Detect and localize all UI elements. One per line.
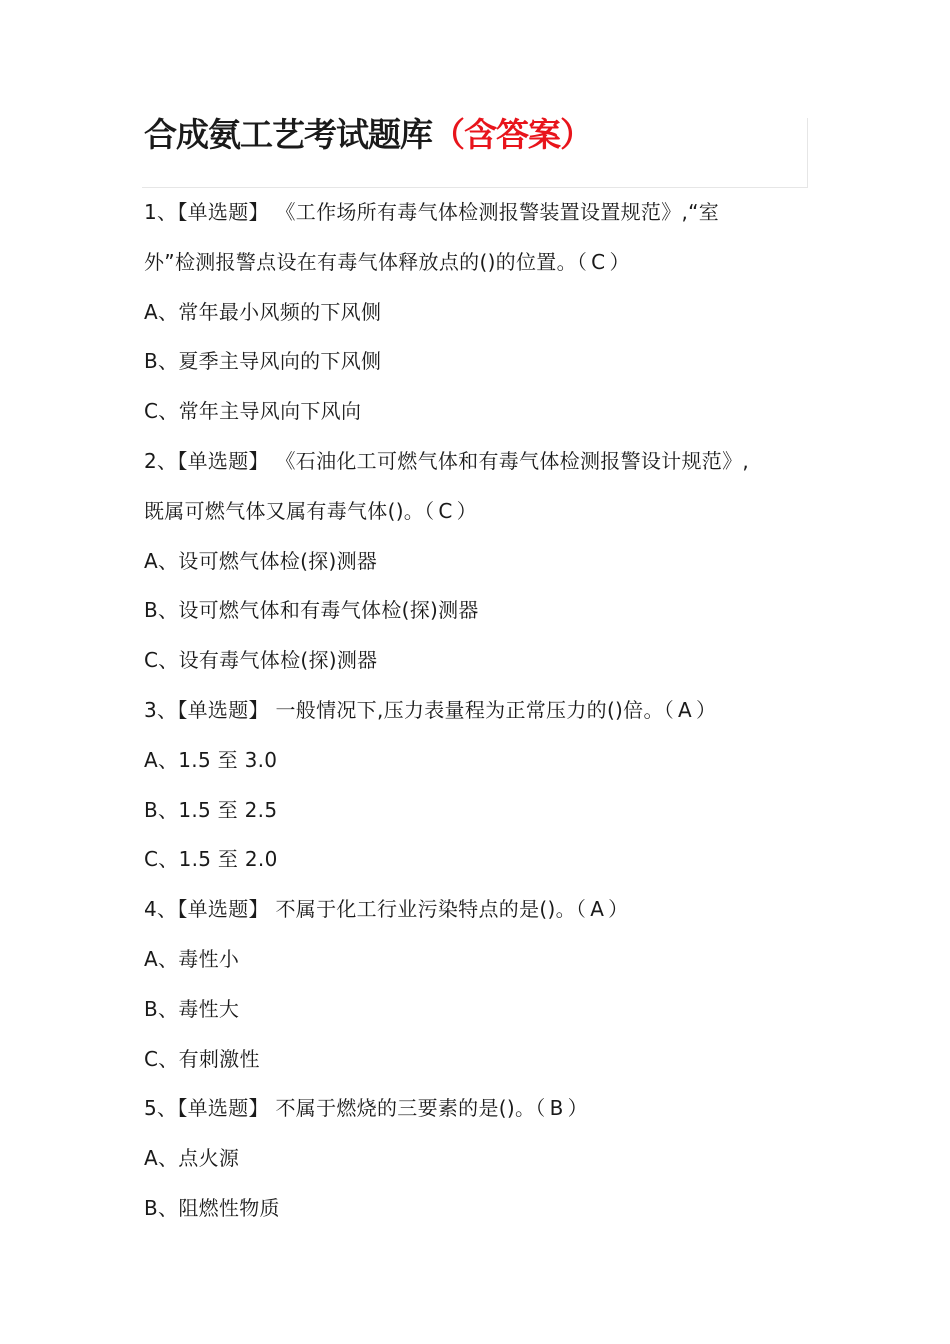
question-4-line xyxy=(144,885,814,935)
question-3-option-b: B、1.5 至 2.5 xyxy=(144,797,278,822)
question-5-close: ） xyxy=(567,1096,588,1121)
page-title xyxy=(144,112,592,158)
question-4-answer: A xyxy=(590,897,605,922)
question-list xyxy=(144,188,814,1234)
question-2-option-b: B、设可燃气体和有毒气体检(探)测器 xyxy=(144,598,479,623)
question-4-close: ） xyxy=(608,897,629,922)
question-2-line-2 xyxy=(144,487,814,537)
question-5-answer: B xyxy=(549,1096,564,1121)
question-4-option-a: A、毒性小 xyxy=(144,946,240,971)
title-suffix: （含答案） xyxy=(432,115,592,154)
question-1-text: 外”检测报警点设在有毒气体释放点的()的位置。（ xyxy=(144,249,588,274)
question-2-text: 既属可燃气体又属有毒气体()。（ xyxy=(144,498,435,523)
question-1-option-b: B、夏季主导风向的下风侧 xyxy=(144,349,382,374)
question-1-option-c: C、常年主导风向下风向 xyxy=(144,399,362,424)
question-2-option-c: C、设有毒气体检(探)测器 xyxy=(144,648,378,673)
question-3-answer: A xyxy=(678,697,693,722)
question-3-option-a: A、1.5 至 3.0 xyxy=(144,747,278,772)
question-2-answer: C xyxy=(438,498,453,523)
question-4-option-b: B、毒性大 xyxy=(144,996,240,1021)
question-1-close: ） xyxy=(609,249,630,274)
question-1-answer: C xyxy=(591,249,606,274)
question-5-option-b: B、阻燃性物质 xyxy=(144,1195,280,1220)
question-4-text: 4、【单选题】 不属于化工行业污染特点的是()。（ xyxy=(144,897,587,922)
question-2-option-a: A、设可燃气体检(探)测器 xyxy=(144,548,378,573)
question-5-line xyxy=(144,1084,814,1134)
question-3-option-c: C、1.5 至 2.0 xyxy=(144,847,278,872)
question-2-line-1: 2、【单选题】 《石油化工可燃气体和有毒气体检测报警设计规范》, xyxy=(144,448,750,473)
question-2-close: ） xyxy=(456,498,477,523)
question-3-text: 3、【单选题】 一般情况下,压力表量程为正常压力的()倍。（ xyxy=(144,697,675,722)
question-1-line-1: 1、【单选题】 《工作场所有毒气体检测报警装置设置规范》,“室 xyxy=(144,200,720,224)
question-5-option-a: A、点火源 xyxy=(144,1146,240,1171)
question-3-line xyxy=(144,686,814,736)
question-1-option-a: A、常年最小风频的下风侧 xyxy=(144,299,382,324)
question-1-line-2 xyxy=(144,238,814,288)
question-4-option-c: C、有刺激性 xyxy=(144,1046,260,1071)
question-3-close: ） xyxy=(696,697,717,722)
title-main: 合成氨工艺考试题库 xyxy=(144,115,432,154)
question-5-text: 5、【单选题】 不属于燃烧的三要素的是()。（ xyxy=(144,1096,546,1121)
